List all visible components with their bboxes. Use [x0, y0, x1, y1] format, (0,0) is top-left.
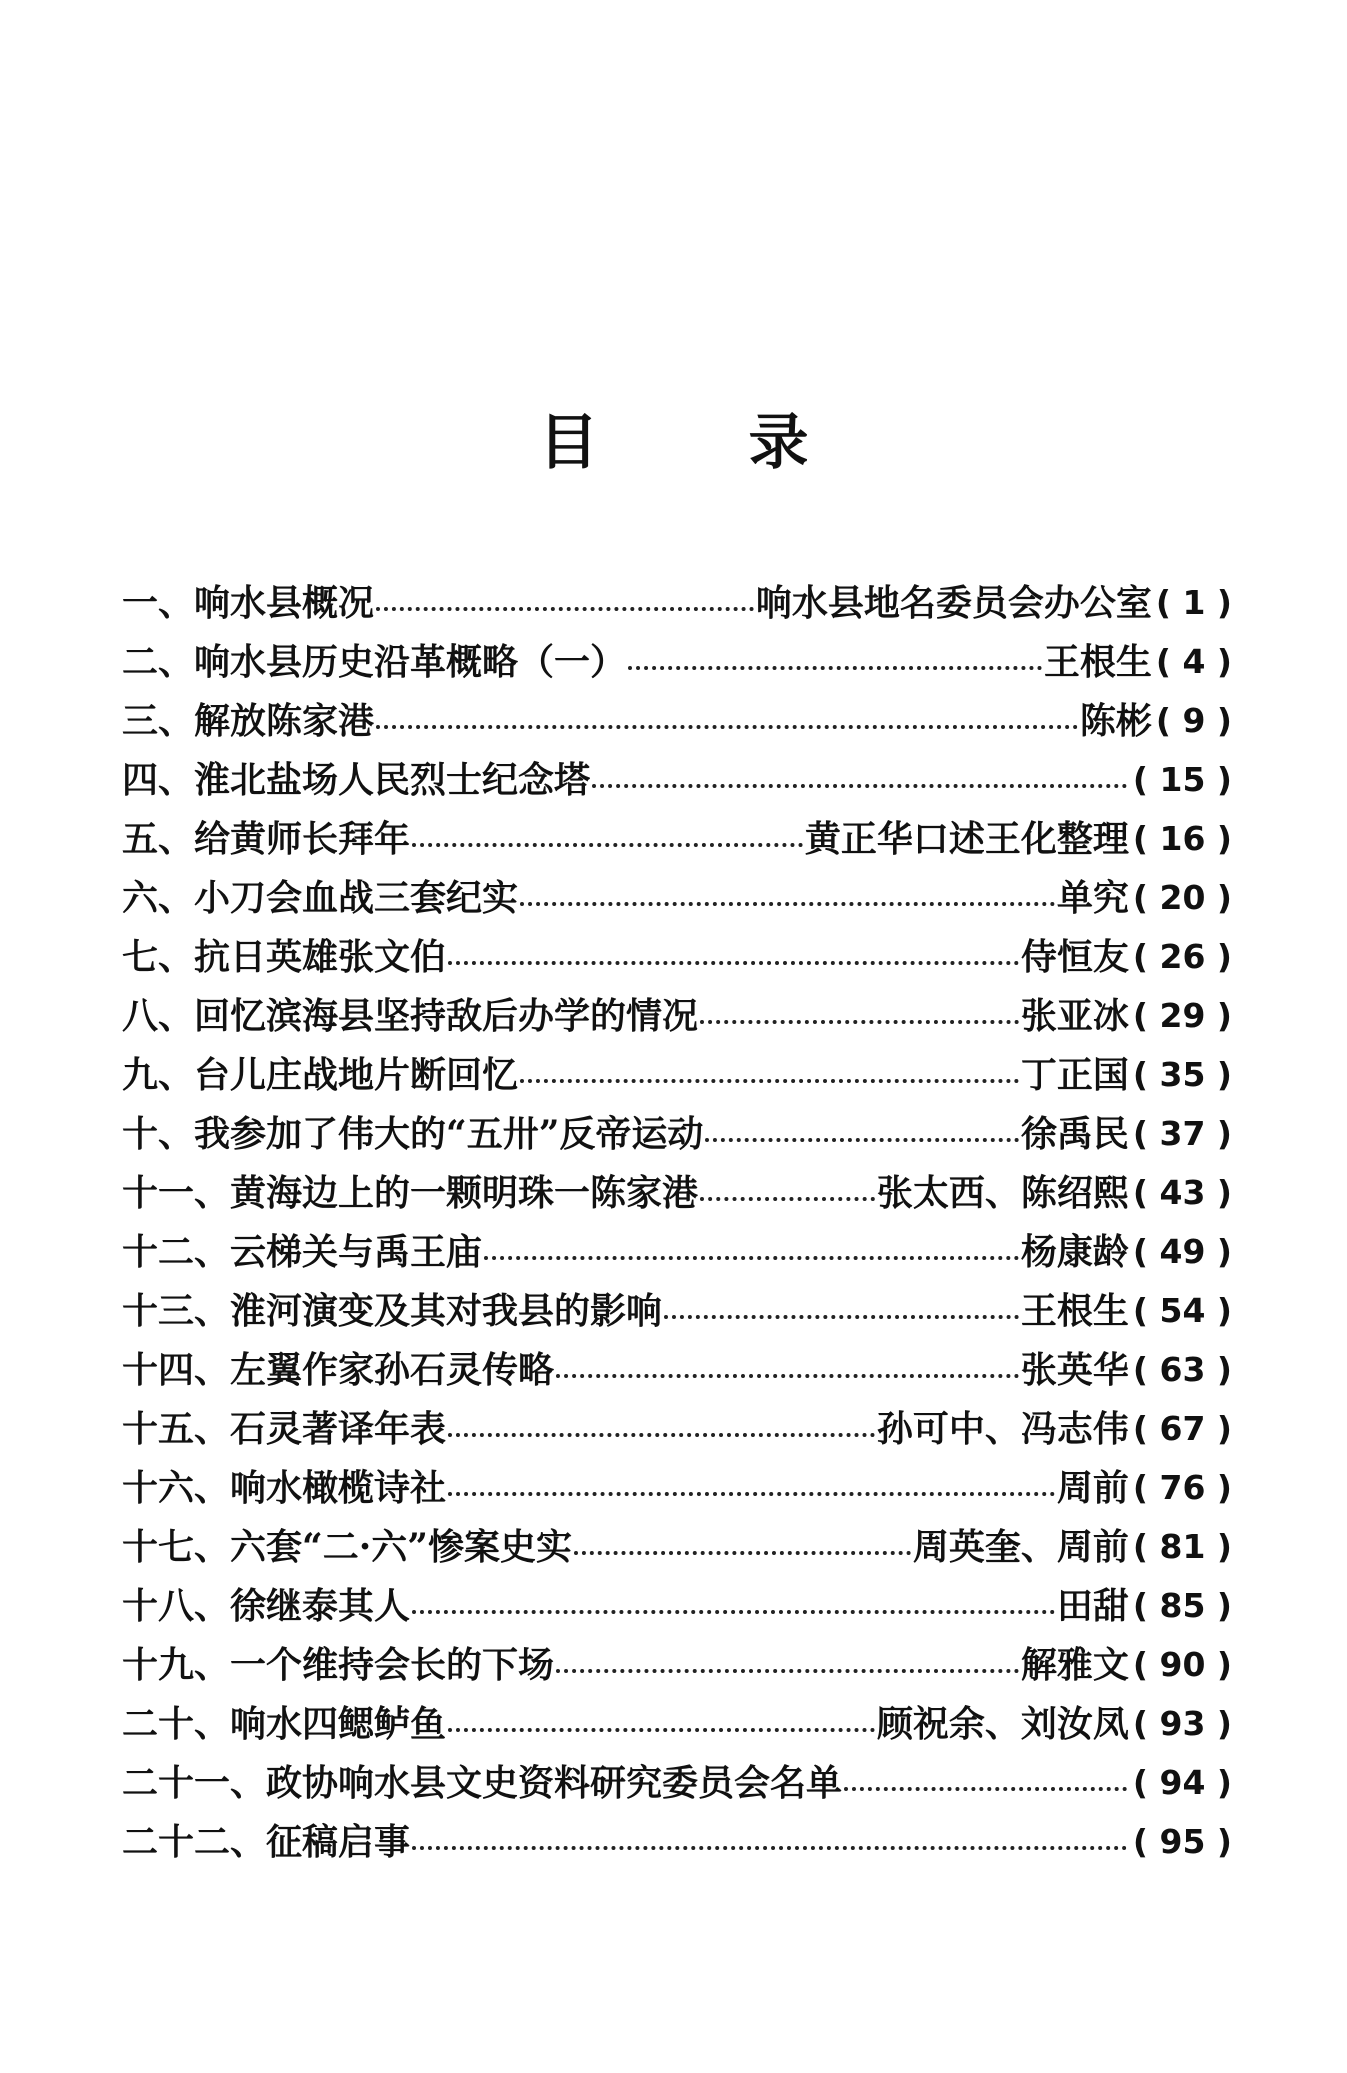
toc-entry-page: ( 49 )	[1132, 1232, 1232, 1271]
toc-entry-author: 孙可中、冯志伟	[876, 1407, 1129, 1450]
toc-entry-page: ( 37 )	[1132, 1114, 1232, 1153]
toc-entry-author: 单究	[1056, 876, 1129, 919]
title-char-2: 录	[748, 408, 809, 478]
toc-entry-author: 陈彬	[1079, 699, 1152, 742]
toc-entry	[122, 1812, 1232, 1871]
toc-entry-title: 六套“二·六”惨案史实	[230, 1525, 572, 1568]
toc-dot-leader	[412, 1824, 1127, 1860]
toc-entry-page: ( 94 )	[1132, 1763, 1232, 1802]
toc-entry-title: 给黄师长拜年	[194, 817, 411, 860]
toc-entry	[122, 868, 1232, 927]
toc-entry-number: 一、	[122, 581, 195, 624]
toc-entry-author: 田甜	[1056, 1584, 1129, 1627]
toc-entry	[122, 1576, 1232, 1635]
toc-dot-leader	[376, 703, 1078, 739]
toc-entry-author: 王根生	[1020, 1289, 1129, 1332]
toc-entry-title: 徐继泰其人	[230, 1584, 411, 1627]
toc-entry-number: 十八、	[122, 1584, 231, 1627]
toc-dot-leader	[592, 762, 1127, 798]
toc-entry	[122, 1753, 1232, 1812]
toc-entry-number: 二十一、	[122, 1761, 267, 1804]
toc-entry-page: ( 54 )	[1132, 1291, 1232, 1330]
toc-dot-leader	[484, 1234, 1019, 1270]
toc-entry	[122, 691, 1232, 750]
toc-entry-title: 台儿庄战地片断回忆	[194, 1053, 519, 1096]
toc-entry-author: 杨康龄	[1020, 1230, 1129, 1273]
page-title	[0, 395, 1347, 481]
toc-entry-title: 小刀会血战三套纪实	[194, 876, 519, 919]
toc-dot-leader	[844, 1765, 1127, 1801]
toc-entry	[122, 1399, 1232, 1458]
toc-entry-page: ( 4 )	[1155, 642, 1232, 681]
toc-dot-leader	[664, 1293, 1019, 1329]
toc-entry-number: 二十二、	[122, 1820, 267, 1863]
toc-entry	[122, 927, 1232, 986]
toc-dot-leader	[412, 1588, 1055, 1624]
toc-dot-leader	[628, 644, 1042, 680]
toc-entry-title: 响水县概况	[194, 581, 375, 624]
toc-entry	[122, 632, 1232, 691]
toc-entry	[122, 1045, 1232, 1104]
toc-entry	[122, 1517, 1232, 1576]
toc-dot-leader	[574, 1529, 911, 1565]
toc-entry	[122, 809, 1232, 868]
toc-entry-number: 二十、	[122, 1702, 231, 1745]
toc-entry-page: ( 20 )	[1132, 878, 1232, 917]
toc-entry-author: 黄正华口述王化整理	[804, 817, 1129, 860]
toc-entry-author: 丁正国	[1020, 1053, 1129, 1096]
toc-entry-number: 十七、	[122, 1525, 231, 1568]
toc-dot-leader	[412, 821, 803, 857]
toc-entry-title: 回忆滨海县坚持敌后办学的情况	[194, 994, 699, 1037]
toc-entry-number: 十一、	[122, 1171, 231, 1214]
toc-entry-title: 淮北盐场人民烈士纪念塔	[194, 758, 591, 801]
toc-entry-title: 解放陈家港	[194, 699, 375, 742]
toc-dot-leader	[448, 1470, 1055, 1506]
toc-entry	[122, 1340, 1232, 1399]
toc-dot-leader	[520, 880, 1055, 916]
toc-entry	[122, 1104, 1232, 1163]
toc-dot-leader	[556, 1352, 1019, 1388]
toc-entry	[122, 573, 1232, 632]
toc-entry-author: 侍恒友	[1020, 935, 1129, 978]
toc-entry-author: 张亚冰	[1020, 994, 1129, 1037]
toc-entry-number: 十六、	[122, 1466, 231, 1509]
toc-entry	[122, 750, 1232, 809]
toc-entry-number: 六、	[122, 876, 195, 919]
toc-entry-number: 十九、	[122, 1643, 231, 1686]
toc-entry-page: ( 95 )	[1132, 1822, 1232, 1861]
toc-entry-title: 黄海边上的一颗明珠一陈家港	[230, 1171, 699, 1214]
toc-entry-number: 五、	[122, 817, 195, 860]
toc-entry	[122, 1635, 1232, 1694]
toc-entry-title: 征稿启事	[266, 1820, 411, 1863]
toc-entry-number: 十、	[122, 1112, 195, 1155]
toc-entry-page: ( 16 )	[1132, 819, 1232, 858]
toc-entry-number: 十二、	[122, 1230, 231, 1273]
toc-dot-leader	[556, 1647, 1019, 1683]
toc-entry-page: ( 63 )	[1132, 1350, 1232, 1389]
toc-entry-title: 我参加了伟大的“五卅”反帝运动	[194, 1112, 704, 1155]
toc-dot-leader	[376, 585, 754, 621]
toc-entry-author: 王根生	[1043, 640, 1152, 683]
toc-entry	[122, 1694, 1232, 1753]
toc-entry-page: ( 81 )	[1132, 1527, 1232, 1566]
toc-entry-page: ( 67 )	[1132, 1409, 1232, 1448]
toc-dot-leader	[705, 1116, 1018, 1152]
toc-entry-page: ( 35 )	[1132, 1055, 1232, 1094]
toc-entry-author: 周前	[1056, 1466, 1129, 1509]
toc-dot-leader	[448, 1411, 875, 1447]
toc-entry	[122, 1458, 1232, 1517]
toc-entry-title: 响水橄榄诗社	[230, 1466, 447, 1509]
toc-entry-page: ( 29 )	[1132, 996, 1232, 1035]
toc-entry-number: 十四、	[122, 1348, 231, 1391]
toc-entry-title: 政协响水县文史资料研究委员会名单	[266, 1761, 843, 1804]
toc-dot-leader	[448, 939, 1019, 975]
toc-entry-page: ( 76 )	[1132, 1468, 1232, 1507]
toc-entry-number: 八、	[122, 994, 195, 1037]
toc-entry-page: ( 90 )	[1132, 1645, 1232, 1684]
toc-entry-page: ( 26 )	[1132, 937, 1232, 976]
toc-entry-author: 张太西、陈绍熙	[876, 1171, 1129, 1214]
toc-entry-author: 徐禹民	[1020, 1112, 1129, 1155]
toc-entry-title: 淮河演变及其对我县的影响	[230, 1289, 663, 1332]
toc-entry-page: ( 93 )	[1132, 1704, 1232, 1743]
title-char-1: 目	[538, 408, 599, 478]
toc-entry-author: 周英奎、周前	[912, 1525, 1129, 1568]
toc-entry-page: ( 9 )	[1155, 701, 1232, 740]
toc-entry-page: ( 85 )	[1132, 1586, 1232, 1625]
toc-entry-title: 一个维持会长的下场	[230, 1643, 555, 1686]
toc-entry-title: 云梯关与禹王庙	[230, 1230, 483, 1273]
toc-entry-number: 十五、	[122, 1407, 231, 1450]
toc-entry-title: 响水四鳃鲈鱼	[230, 1702, 447, 1745]
toc-entry-title: 响水县历史沿革概略（一）	[194, 640, 627, 683]
toc-entry	[122, 986, 1232, 1045]
toc-entry-number: 十三、	[122, 1289, 231, 1332]
toc-entry-author: 解雅文	[1020, 1643, 1129, 1686]
toc-entry-number: 三、	[122, 699, 195, 742]
toc-entry-page: ( 1 )	[1155, 583, 1232, 622]
toc-entry-title: 左翼作家孙石灵传略	[230, 1348, 555, 1391]
toc-entry-number: 七、	[122, 935, 195, 978]
toc-entry-author: 顾祝余、刘汝凤	[876, 1702, 1129, 1745]
toc-entry	[122, 1163, 1232, 1222]
toc-dot-leader	[448, 1706, 875, 1742]
toc-entry-number: 九、	[122, 1053, 195, 1096]
toc-entry-author: 张英华	[1020, 1348, 1129, 1391]
table-of-contents	[122, 573, 1232, 1871]
toc-entry-title: 抗日英雄张文伯	[194, 935, 447, 978]
toc-entry-page: ( 15 )	[1132, 760, 1232, 799]
toc-entry-title: 石灵著译年表	[230, 1407, 447, 1450]
toc-entry-page: ( 43 )	[1132, 1173, 1232, 1212]
toc-entry	[122, 1222, 1232, 1281]
toc-entry	[122, 1281, 1232, 1340]
toc-entry-number: 二、	[122, 640, 195, 683]
toc-entry-number: 四、	[122, 758, 195, 801]
toc-entry-author: 响水县地名委员会办公室	[755, 581, 1152, 624]
toc-dot-leader	[700, 1175, 875, 1211]
toc-dot-leader	[520, 1057, 1019, 1093]
toc-dot-leader	[700, 998, 1019, 1034]
